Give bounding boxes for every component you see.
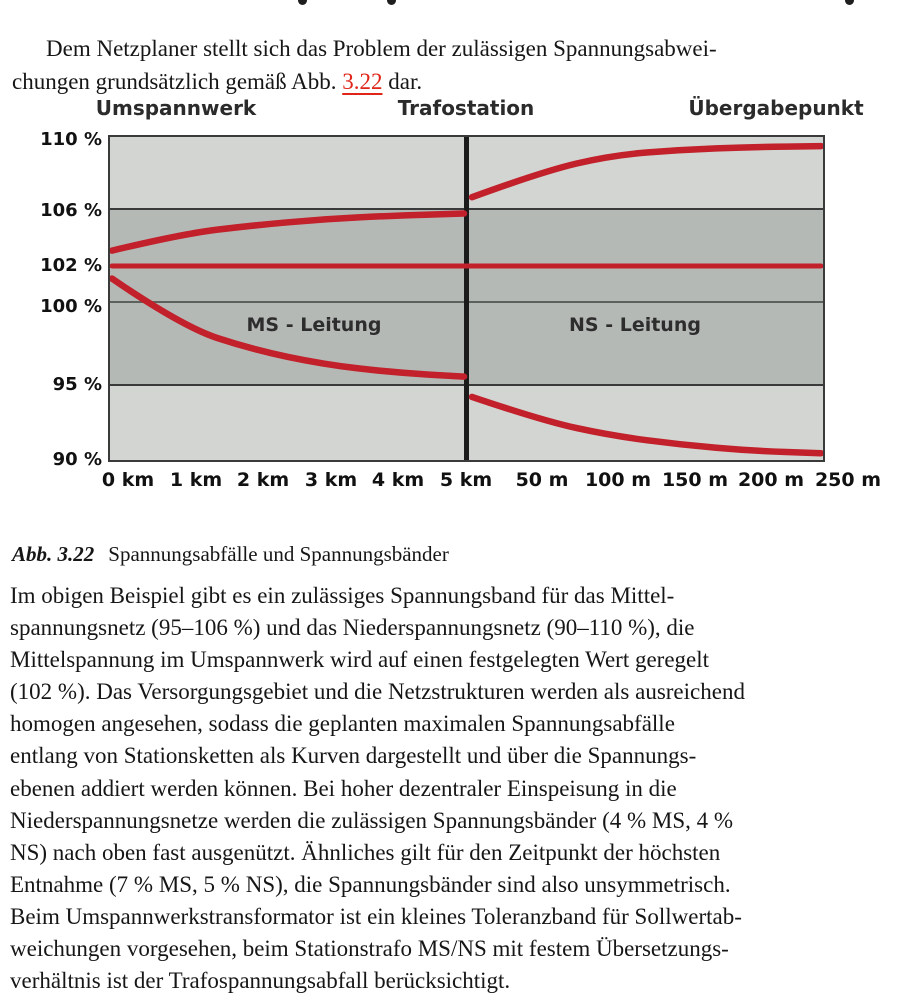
curve-ns-oberes-band bbox=[472, 146, 821, 197]
body-line: Mittelspannung im Umspannwerk wird auf einen festgelegten Wert geregelt bbox=[10, 647, 710, 673]
y-tick-106: 106 % bbox=[40, 200, 102, 221]
column-header-trafostation: Trafostation bbox=[397, 96, 535, 120]
curve-ns-unteres-band bbox=[472, 397, 821, 453]
column-header-umspannwerk: Umspannwerk bbox=[95, 96, 257, 120]
intro-line-2-pre: chungen grundsätzlich gemäß Abb. bbox=[12, 68, 343, 94]
x-tick-2km: 2 km bbox=[236, 469, 290, 491]
clipped-text-descender bbox=[298, 0, 307, 5]
y-tick-90: 90 % bbox=[52, 449, 102, 470]
clipped-text-descender bbox=[387, 0, 396, 5]
body-line: Niederspannungsnetze werden die zulässigen Spannungsbänder (4 % MS, 4 % bbox=[10, 807, 734, 833]
caption-text: Spannungsabfälle und Spannungsbänder bbox=[108, 542, 449, 566]
body-line: (102 %). Das Versorgungsgebiet und die Netzstrukturen werden als ausreichend bbox=[10, 679, 745, 705]
x-tick-0km: 0 km bbox=[101, 469, 155, 491]
body-line: weichungen vorgesehen, beim Stationstrafo MS/NS mit festem Übersetzungs- bbox=[10, 936, 729, 962]
curve-ms-oberes-band bbox=[112, 214, 464, 251]
voltage-curves-svg bbox=[110, 137, 823, 460]
voltage-band-plot bbox=[108, 135, 825, 462]
figure-reference-link[interactable]: 3.22 bbox=[342, 68, 383, 94]
x-tick-150m: 150 m bbox=[661, 469, 729, 491]
figure-3-22 bbox=[0, 88, 904, 498]
x-tick-5km: 5 km bbox=[439, 469, 493, 491]
body-line: Entnahme (7 % MS, 5 % NS), die Spannungsbänder sind also unsymmetrisch. bbox=[10, 871, 731, 897]
y-tick-102: 102 % bbox=[40, 255, 102, 276]
x-tick-100m: 100 m bbox=[584, 469, 652, 491]
clipped-text-descender bbox=[845, 0, 854, 5]
body-line: Im obigen Beispiel gibt es ein zulässiges Spannungsband für das Mittel- bbox=[10, 583, 675, 608]
x-tick-4km: 4 km bbox=[371, 469, 425, 491]
figure-caption bbox=[12, 542, 892, 567]
body-paragraph bbox=[10, 580, 904, 997]
x-tick-1km: 1 km bbox=[169, 469, 223, 491]
body-line: entlang von Stationsketten als Kurven dargestellt und über die Spannungs- bbox=[10, 743, 697, 769]
y-tick-110: 110 % bbox=[40, 129, 102, 150]
column-header-uebergabepunkt: Übergabepunkt bbox=[688, 96, 864, 120]
x-tick-50m: 50 m bbox=[515, 469, 569, 491]
body-line: NS) nach oben fast ausgenützt. Ähnliches gilt für den Zeitpunkt der höchsten bbox=[10, 839, 721, 865]
intro-line-2-post: dar. bbox=[382, 68, 423, 94]
region-label-ms: MS - Leitung bbox=[246, 314, 382, 336]
body-line: ebenen addiert werden können. Bei hoher dezentraler Einspeisung in die bbox=[10, 775, 677, 801]
x-tick-3km: 3 km bbox=[304, 469, 358, 491]
body-line: homogen angesehen, sodass die geplanten maximalen Spannungsabfälle bbox=[10, 711, 675, 737]
y-tick-95: 95 % bbox=[52, 374, 102, 395]
body-line: spannungsnetz (95–106 %) und das Niederspannungsnetz (90–110 %), die bbox=[10, 615, 695, 641]
y-tick-100: 100 % bbox=[40, 296, 102, 317]
region-label-ns: NS - Leitung bbox=[569, 314, 701, 336]
caption-label: Abb. 3.22 bbox=[12, 542, 95, 566]
intro-line-1: Dem Netzplaner stellt sich das Problem der zulässigen Spannungsabwei- bbox=[46, 36, 717, 61]
x-tick-200m: 200 m bbox=[737, 469, 805, 491]
body-line: verhältnis ist der Trafospannungsabfall berücksichtigt. bbox=[10, 968, 511, 994]
x-tick-250m: 250 m bbox=[814, 469, 882, 491]
body-line: Beim Umspannwerkstransformator ist ein kleines Toleranzband für Sollwertab- bbox=[10, 903, 742, 929]
